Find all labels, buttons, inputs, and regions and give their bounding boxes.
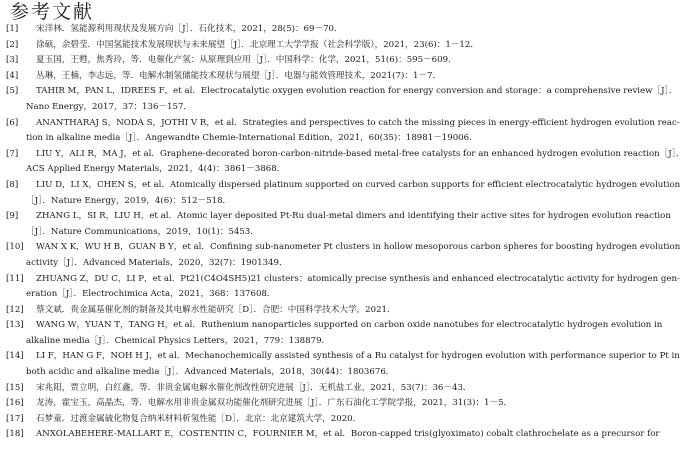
reference-item — [4, 427, 660, 443]
reference-item — [4, 240, 681, 271]
reference-text: 蔡文斌．贵金属基催化剂的制备及其电解水性能研究［D］．合肥：中国科学技术大学，2021． — [36, 304, 396, 315]
reference-text: LIU Y，ALI R，MA J，et al．Graphene-decorated boron-carbon-nitride-based metal-free catalysts for an enhanced hydrogen evolution reaction［J］． — [36, 148, 685, 159]
reference-item — [4, 178, 681, 209]
reference-number: [8] — [6, 179, 19, 190]
reference-text: LIU D，LI X，CHEN S，et al．Atomically dispersed platinum supported on curved carbon supports for efficient electrocatalytic hydrogen evolution — [36, 179, 681, 190]
reference-number: [2] — [6, 39, 19, 50]
reference-text: ANXOLABEHERE-MALLART E，COSTENTIN C，FOURNIER M，et al．Boron-capped tris(glyoximato) cobalt clathrochelate as a precursor for — [36, 429, 660, 440]
reference-number: [15] — [6, 382, 24, 393]
reference-text-continued: eration［J］．Electrochimica Acta，2021，368：137608． — [26, 289, 276, 300]
reference-number: [12] — [6, 304, 24, 315]
reference-number: [13] — [6, 320, 24, 331]
reference-text-continued: ACS Applied Energy Materials，2021，4(4)：3861－3868． — [26, 164, 286, 175]
reference-item — [4, 22, 594, 38]
reference-text: 丛琳，王楠，李志远，等．电解水制氢储能技术现状与展望［J］．电器与能效管理技术，2021(7)：1－7． — [36, 70, 442, 81]
reference-text: 夏玉国，王甦，焦秀玲，等．电催化产氢：从原理到应用［J］．中国科学：化学，2021，51(6)：595－609． — [36, 55, 457, 66]
reference-number: [5] — [6, 86, 19, 97]
reference-number: [1] — [6, 24, 19, 34]
reference-text: LI F，HAN G F，NOH H J，et al．Mechanochemically assisted synthesis of a Ru catalyst for hydrogen evolution with performance superior to Pt in — [36, 351, 680, 362]
reference-text: ZHANG L，SI R，LIU H，et al．Atomic layer deposited Pt-Ru dual-metal dimers and identifying their active sites for hydrogen evolution reaction — [36, 211, 671, 222]
reference-item — [4, 381, 594, 397]
reference-text-continued: ［J］．Nature Energy，2019，4(6)：512－518． — [26, 195, 232, 206]
reference-number: [4] — [6, 70, 19, 81]
reference-item — [4, 412, 594, 428]
reference-number: [11] — [6, 273, 24, 284]
reference-item — [4, 84, 678, 115]
reference-item — [4, 396, 594, 412]
reference-text: ZHUANG Z，DU C，LI P，et al．Pt21(C4O4SH5)21 clusters：atomically precise synthesis and enhanced electrocatalytic activity for hydrogen gen- — [36, 273, 680, 284]
reference-text-continued: ［J］．Nature Communications，2019，10(1)：5453． — [26, 226, 259, 237]
reference-number: [9] — [6, 211, 19, 222]
reference-text: 徐硕，余碧莹．中国氢能技术发展现状与未来展望［J］．北京理工大学学报（社会科学版），2021，23(6)：1－12． — [36, 39, 479, 50]
reference-item — [4, 272, 680, 303]
reference-number: [3] — [6, 55, 19, 66]
reference-item — [4, 53, 594, 69]
reference-text: WAN X K，WU H B，GUAN B Y，et al．Confining sub-nanometer Pt clusters in hollow mesoporous carbon spheres for boosting hydrogen evolution — [36, 242, 681, 253]
reference-text: 宋兆阳，贾立明，白红鑫，等．非贵金属电解水催化剂改性研究进展［J］．无机盐工业，2021，53(7)：36－43． — [36, 382, 472, 393]
reference-number: [7] — [6, 148, 19, 159]
reference-text: 石梦童．过渡金属硫化物复合纳米材料析氢性能［D］．北京：北京建筑大学，2020． — [36, 413, 362, 424]
reference-item — [4, 303, 594, 319]
reference-text-continued: activity［J］．Advanced Materials，2020，32(7)：1901349． — [26, 257, 288, 268]
reference-item — [4, 147, 685, 178]
page-heading: 参考文献 — [10, 1, 95, 23]
reference-item — [4, 69, 594, 85]
reference-text: 龙涛，霍宝玉，高晶杰，等．电解水用非贵金属双功能催化剂研究进展［J］．广东石油化工学院学报，2021，31(3)：1－5． — [36, 398, 513, 409]
reference-list — [4, 22, 685, 443]
reference-item — [4, 38, 594, 54]
reference-number: [16] — [6, 398, 24, 409]
reference-number: [14] — [6, 351, 24, 362]
reference-item — [4, 318, 663, 349]
reference-text-continued: both acidic and alkaline media［J］．Advanced Materials，2018，30(44)：1803676． — [26, 367, 395, 378]
reference-text: TAHIR M，PAN L，IDREES F，et al．Electrocatalytic oxygen evolution reaction for energy conversion and storage：a comprehensive review［J］． — [36, 86, 678, 97]
reference-text-continued: Nano Energy，2017，37：136－157． — [26, 101, 193, 112]
reference-number: [18] — [6, 429, 24, 440]
reference-text: ANANTHARAJ S，NODA S，JOTHI V R，et al．Strategies and perspectives to catch the missing pieces in energy-efficient hydrogen evolution reac- — [36, 117, 680, 128]
reference-text-continued: tion in alkaline media［J］．Angewandte Chemie-International Edition，2021，60(35)：18981－19006． — [26, 133, 478, 144]
reference-item — [4, 349, 680, 380]
reference-text-continued: alkaline media［J］．Chemical Physics Letters，2021，779：138879． — [26, 335, 331, 346]
reference-item — [4, 209, 671, 240]
reference-number: [10] — [6, 242, 24, 253]
reference-item — [4, 116, 680, 147]
reference-number: [6] — [6, 117, 19, 128]
reference-number: [17] — [6, 413, 24, 424]
reference-text: 宋洋林．氢能源利用现状及发展方向［J］．石化技术，2021，28(5)：69－70． — [36, 24, 343, 34]
reference-text: WANG W，YUAN T，TANG H，et al．Ruthenium nanoparticles supported on carbon oxide nanotubes for electrocatalytic hydrogen evolution in — [36, 320, 663, 331]
